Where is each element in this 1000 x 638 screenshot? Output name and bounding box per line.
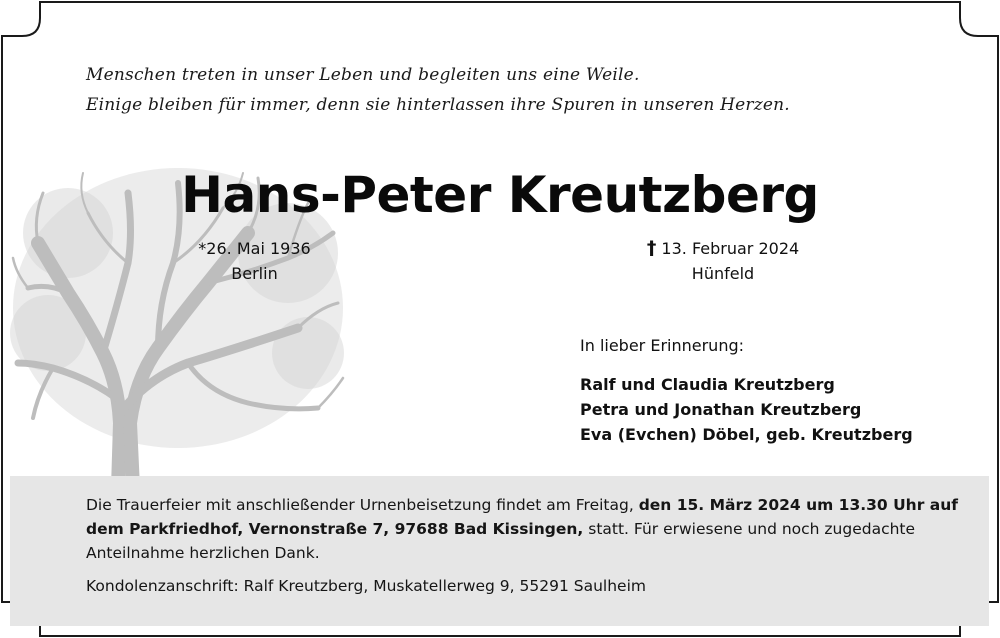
service-text-part: Die Trauerfeier mit anschließender Urnenbeisetzung findet am Freitag, bbox=[86, 496, 639, 514]
service-info-panel bbox=[10, 476, 989, 626]
death-place: Hünfeld bbox=[691, 264, 755, 283]
quote-line: Einige bleiben für immer, denn sie hinterlassen ihre Spuren in unseren Herzen. bbox=[86, 95, 790, 115]
birth-place: Berlin bbox=[231, 264, 278, 283]
birth-date: 26. Mai 1936 bbox=[206, 239, 311, 258]
mourner-name: Ralf und Claudia Kreutzberg bbox=[580, 375, 835, 394]
quote-line: Menschen treten in unser Leben und begleiten uns eine Weile. bbox=[86, 65, 640, 85]
birth-info bbox=[192, 236, 317, 286]
service-text-part: statt. Für erwiesene und noch zugedachte Anteilnahme herzlichen Dank. bbox=[86, 520, 916, 562]
death-info bbox=[638, 236, 808, 286]
birth-star-icon: * bbox=[198, 239, 207, 258]
birth-line bbox=[192, 236, 317, 261]
death-line bbox=[638, 236, 808, 261]
condolence-address: Kondolenzanschrift: Ralf Kreutzberg, Muskatellerweg 9, 55291 Saulheim bbox=[86, 577, 646, 595]
mourner-name: Eva (Evchen) Döbel, geb. Kreutzberg bbox=[580, 425, 913, 444]
service-text bbox=[86, 493, 966, 565]
memory-intro: In lieber Erinnerung: bbox=[580, 336, 745, 355]
mourner-name: Petra und Jonathan Kreutzberg bbox=[580, 400, 862, 419]
memorial-quote bbox=[86, 60, 790, 120]
memory-section bbox=[580, 333, 913, 447]
death-date: 13. Februar 2024 bbox=[661, 239, 800, 258]
deceased-name: Hans-Peter Kreutzberg bbox=[181, 166, 819, 224]
service-date-location: den 15. März 2024 um 13.30 Uhr auf dem Parkfriedhof, Vernonstraße 7, 97688 Bad Kissingen, bbox=[86, 496, 958, 538]
cross-icon: † bbox=[646, 237, 657, 259]
